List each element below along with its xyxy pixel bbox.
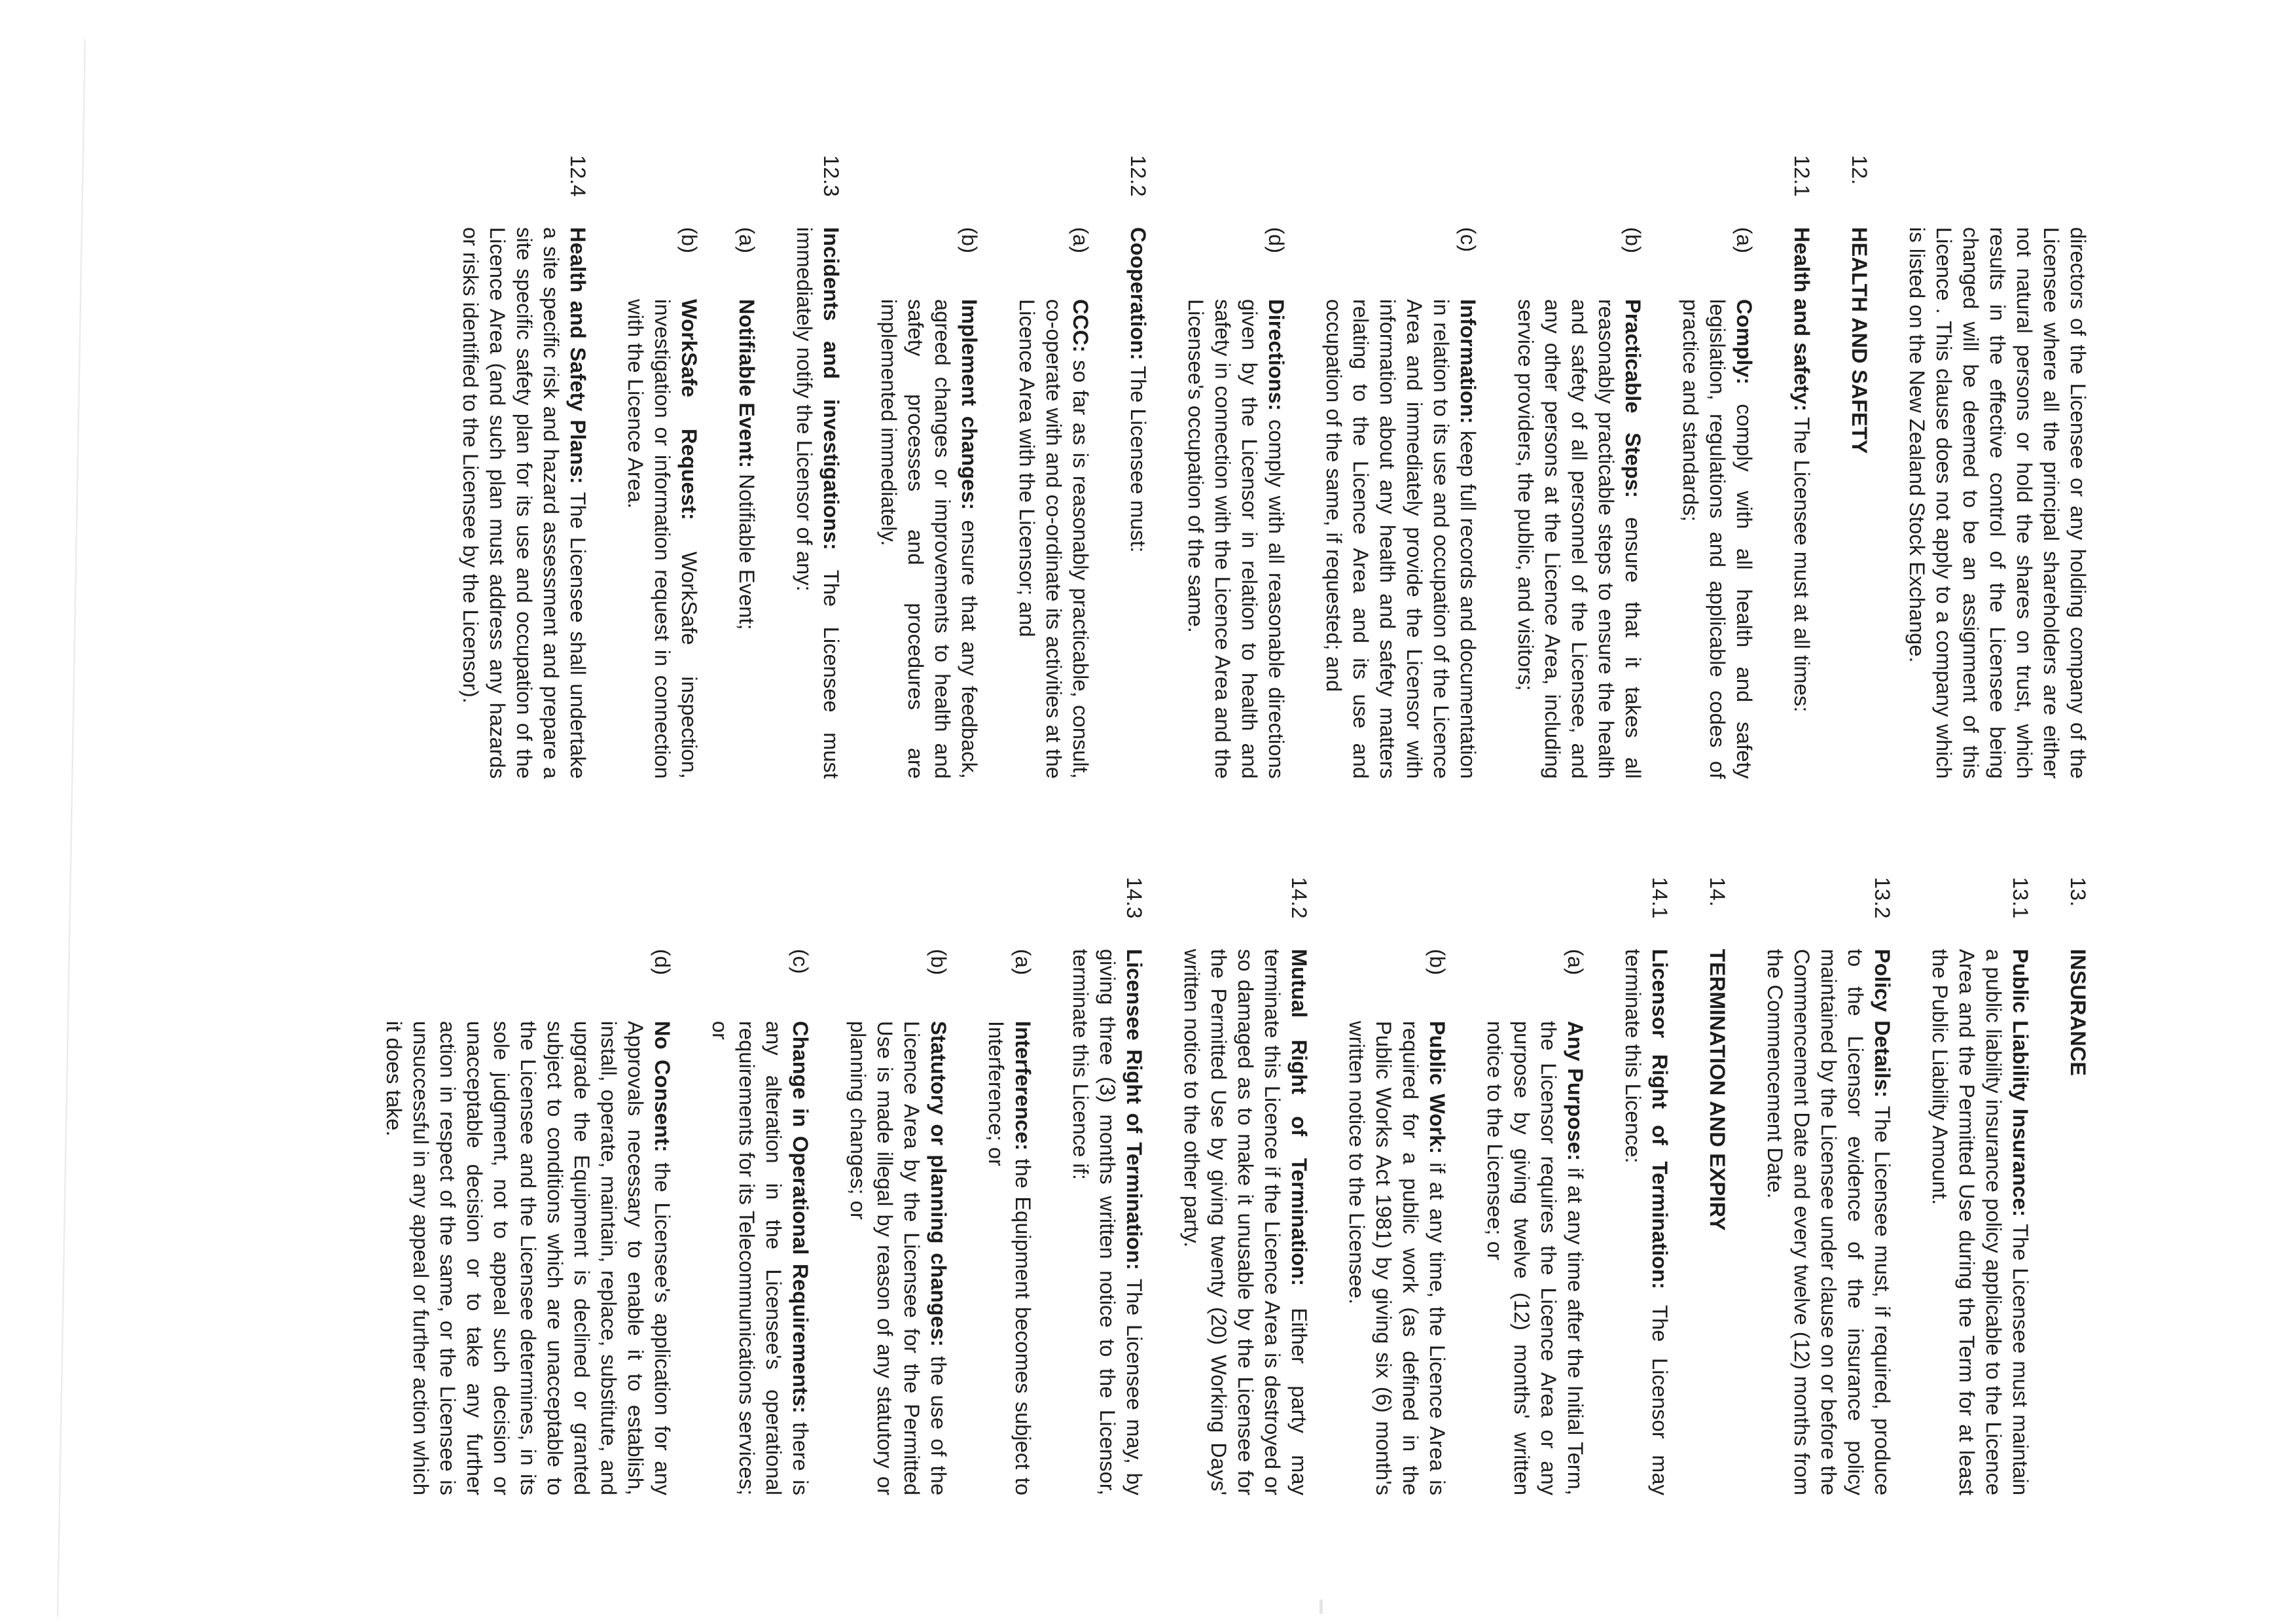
clause-12-1-item-d <box>1182 227 1289 779</box>
clause-14-3-item-c <box>706 949 814 1495</box>
item-text: keep full records and documentation in relation to its use and occupation of the Licence Area and immediately provide the Licensor with information about any health and safety matters relating to the Licence Area and its use and occupation of the same, if requested; and <box>1322 299 1480 779</box>
clause-14-1-item-a <box>1481 949 1588 1495</box>
item-lead: Implement changes: <box>958 299 981 510</box>
clause-14-1 <box>1619 877 1673 1495</box>
item-text: the use of the Licence Area by the Licensee for the Permitted Use is made illegal by reason of any statutory or planning changes; or <box>846 1021 950 1495</box>
item-lead: Practicable Steps: <box>1621 299 1645 498</box>
item-lead: CCC: <box>1069 299 1092 353</box>
item-marker: (a) <box>1069 227 1092 254</box>
clause-number: 13.1 <box>2009 877 2032 919</box>
clause-12-1-item-a <box>1677 227 1757 779</box>
clause-14-3-item-d <box>380 949 675 1495</box>
clause-lead: Health and Safety Plans: <box>566 227 590 484</box>
item-marker: (c) <box>789 949 812 974</box>
column-1 <box>426 155 2091 779</box>
clause-number: 12.2 <box>1126 155 1150 197</box>
clause-text: The Licensee must maintain a public liability insurance policy applicable to the Licence Area and the Permitted Use during the Term for at least the Public Liability Amount. <box>1928 949 2032 1496</box>
clause-lead: Licensee Right of Termination: <box>1122 949 1146 1270</box>
item-text: there is any alteration in the Licensee's operational requirements for its Telecommunications services; or <box>708 1021 812 1495</box>
clause-text: The Licensee may, by giving three (3) months written notice to the Licensor, terminate this Licence if: <box>1069 949 1146 1496</box>
column-2 <box>350 877 2091 1495</box>
item-lead: Change in Operational Requirements: <box>789 1021 812 1414</box>
item-lead: Information: <box>1456 299 1480 424</box>
item-lead: Public Work: <box>1426 1021 1449 1154</box>
section-number: 14. <box>1706 877 1729 907</box>
clause-12-1 <box>1788 155 1815 779</box>
clause-number: 14.3 <box>1122 877 1146 919</box>
item-marker: (a) <box>1732 227 1756 254</box>
item-lead: Any Purpose: <box>1564 1021 1587 1161</box>
clause-text: The Licensee must immediately notify the Licensor of any: <box>793 227 843 779</box>
item-text: the Licensee's application for any Approvals necessary to enable it to establish, install, operate, maintain, replace, substitute, and upgrade the Equipment is declined or granted subject to conditions which are unacceptable to the Licensee and the Licensee determines, in its sole judgment, not to appeal such decision or unacceptable decision or to take any further action in respect of the same, or the Licensee is unsuccessful in any appeal or further action which it does take. <box>382 1021 674 1496</box>
clause-lead: Cooperation: <box>1126 227 1150 361</box>
item-lead: Directions: <box>1265 299 1288 411</box>
clause-text: The Licensee shall undertake a site specific risk and hazard assessment and prepare a site specific safety plan for its use and occupation of the Licence Area (and such plan must address any hazards or risks identified to the Licensee by the Licensor). <box>459 227 590 779</box>
item-text: ensure that any feedback, agreed changes or improvements to health and safety processes and procedures are implemented immediately. <box>877 299 981 779</box>
clause-lead: Incidents and investigations: <box>819 227 843 550</box>
clause-14-3-item-b <box>844 949 952 1495</box>
item-lead: Interference: <box>1011 1021 1035 1151</box>
section-number: 13. <box>2066 877 2090 907</box>
item-marker: (b) <box>1621 227 1645 254</box>
section-title: HEALTH AND SAFETY <box>1848 227 1871 454</box>
clause-12-1-item-c <box>1320 227 1481 779</box>
section-12-heading <box>1846 155 1873 779</box>
item-text: ensure that it takes all reasonably practicable steps to ensure the health and safety of all personnel of the Licensee, and any other persons at the Licence Area, including service providers, the public, and visitors; <box>1514 299 1645 779</box>
clause-number: 12.1 <box>1790 155 1814 197</box>
clause-lead: Policy Details: <box>1871 949 1894 1098</box>
clause-12-4 <box>457 155 591 779</box>
clause-text: The Licensee must: <box>1126 365 1150 553</box>
clause-12-3 <box>791 155 844 779</box>
clause-12-2-item-b <box>875 227 982 779</box>
clause-number: 12.4 <box>566 155 590 197</box>
section-14-heading <box>1704 877 1731 1495</box>
clause-12-1-item-b <box>1512 227 1646 779</box>
section-title: TERMINATION AND EXPIRY <box>1706 949 1729 1231</box>
clause-text: The Licensor may terminate this Licence: <box>1621 949 1672 1495</box>
item-text: the Equipment becomes subject to Interference; or <box>984 1021 1035 1495</box>
item-marker: (b) <box>958 227 981 254</box>
item-text: so far as is reasonably practicable, consult, co-operate with and co-ordinate its activities at the Licence Area with the Licensor; and <box>1015 299 1092 779</box>
clause-12-2-item-a <box>1013 227 1094 779</box>
clause-12-2 <box>1124 155 1151 779</box>
item-text: if at any time, the Licence Area is required for a public work (as defined in the Public Works Act 1981) by giving six (6) month's written notice to the Licensee. <box>1345 1021 1449 1495</box>
clause-12-3-item-a <box>733 227 760 779</box>
paragraph-text: directors of the Licensee or any holding company of the Licensee where all the principal shareholders are either not natural persons or hold the shares on trust, which results in the effective control of the Licensee being changed will be deemed to be an assignment of this Licence . This clause does not apply to a company which is listed on the New Zealand Stock Exchange. <box>1905 227 2090 779</box>
item-text: comply with all reasonable directions given by the Licensor in relation to health and safety in connection with the Licence Area and the Licensee's occupation of the same. <box>1184 299 1288 779</box>
clause-14-1-item-b <box>1343 949 1450 1495</box>
section-number: 12. <box>1848 155 1871 185</box>
item-text: comply with all health and safety legislation, regulations and applicable codes of practice and standards; <box>1679 299 1756 779</box>
item-lead: Notifiable Event: <box>735 299 759 469</box>
item-text: Notifiable Event; <box>735 474 759 630</box>
item-marker: (b) <box>927 949 950 976</box>
item-lead: Statutory or planning changes: <box>927 1021 950 1347</box>
clause-lead: Health and safety: <box>1790 227 1814 412</box>
item-lead: Comply: <box>1732 299 1756 385</box>
item-marker: (b) <box>677 227 701 254</box>
clause-number: 12.3 <box>819 155 843 197</box>
section-13-heading <box>2064 877 2091 1495</box>
item-text: if at any time after the Initial Term, the Licensor requires the Licence Area or any purpose by giving twelve (12) months' written notice to the Licensee; or <box>1483 1021 1587 1495</box>
clause-14-3-item-a <box>982 949 1036 1495</box>
clause-13-2 <box>1761 877 1895 1495</box>
continuation-paragraph <box>1903 155 2091 779</box>
section-title: INSURANCE <box>2066 949 2090 1077</box>
item-lead: No Consent: <box>651 1021 674 1152</box>
item-marker: (d) <box>1265 227 1288 254</box>
clause-lead: Public Liability Insurance: <box>2009 949 2032 1217</box>
clause-number: 14.2 <box>1287 877 1311 919</box>
item-marker: (b) <box>1426 949 1449 976</box>
clause-text: The Licensee must, if required, produce to the Licensor evidence of the insurance policy maintained by the Licensee under clause on or before the Commencement Date and every twelve (12) months from the Commencement Date. <box>1763 949 1894 1496</box>
clause-lead: Mutual Right of Termination: <box>1287 949 1311 1287</box>
item-marker: (c) <box>1456 227 1480 253</box>
clause-13-1 <box>1926 877 2034 1495</box>
clause-12-3-item-b <box>622 227 702 779</box>
clause-14-3 <box>1067 877 1147 1495</box>
item-marker: (a) <box>1564 949 1587 976</box>
clause-text: The Licensee must at all times: <box>1790 417 1814 713</box>
clause-text: Either party may terminate this Licence if the Licence Area is destroyed or so damaged as to make it unusable by the Licensee for the Permitted Use by giving twenty (20) Working Days' written notice to the other party. <box>1180 949 1311 1495</box>
item-lead: WorkSafe Request: <box>677 299 701 520</box>
item-marker: (a) <box>1011 949 1035 976</box>
item-text: WorkSafe inspection, investigation or information request in connection with the Licence Area. <box>624 299 701 779</box>
item-marker: (a) <box>735 227 759 254</box>
item-marker: (d) <box>651 949 674 976</box>
clause-number: 13.2 <box>1871 877 1894 919</box>
clause-lead: Licensor Right of Termination: <box>1648 949 1672 1290</box>
clause-number: 14.1 <box>1648 877 1672 919</box>
clause-14-2 <box>1178 877 1312 1495</box>
